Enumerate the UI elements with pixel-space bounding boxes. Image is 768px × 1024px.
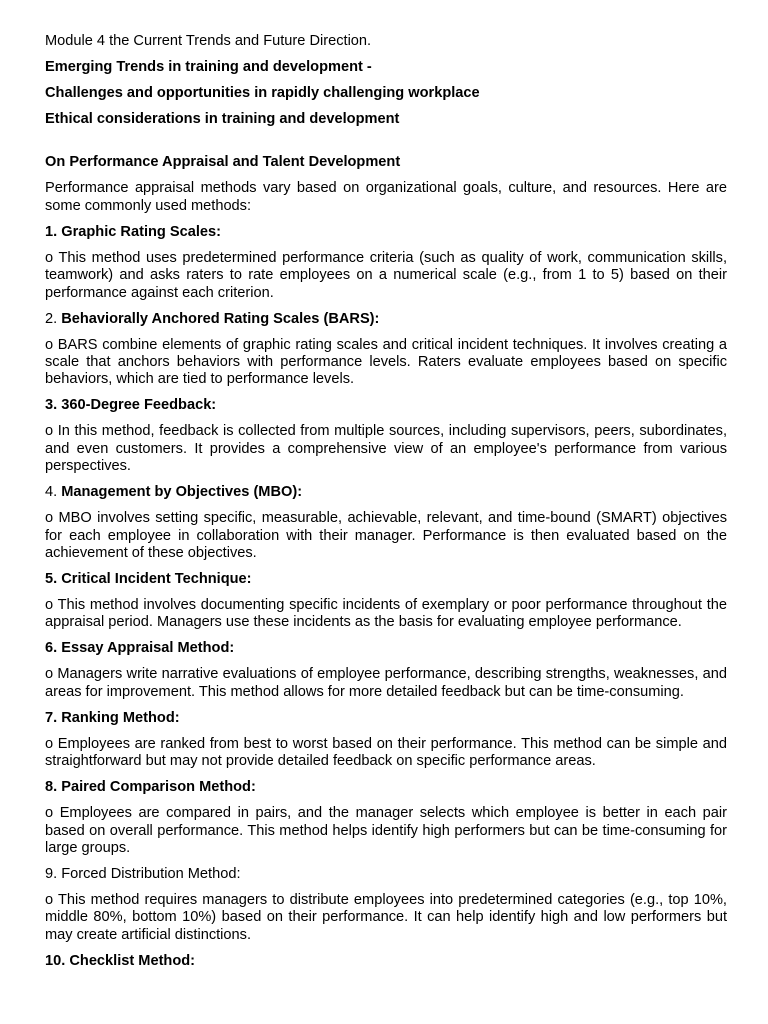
method-description-3: o In this method, feedback is collected from multiple sources, including supervisors, peers, subordinates, and even customers. It provides a comprehensive view of an employee's performance from various perspectives. [45,423,727,475]
topic-challenges-opportunities: Challenges and opportunities in rapidly challenging workplace [45,85,480,101]
method-name: Critical Incident Technique: [61,571,252,588]
method-name: Essay Appraisal Method: [61,640,235,657]
method-number: 8. [45,779,58,796]
method-number: 7. [45,709,58,726]
method-name: Management by Objectives (MBO): [61,484,303,501]
method-description-8: o Employees are compared in pairs, and the manager selects which employee is better in each pair based on overall performance. This method helps identify high performers but can be time-consuming for large groups. [45,805,727,857]
method-description-7: o Employees are ranked from best to worst based on their performance. This method can be simple and straightforward but may not provide detailed feedback on specific performance areas. [45,735,727,770]
method-name: Behaviorally Anchored Rating Scales (BARS): [61,310,380,327]
topic-ethical-considerations: Ethical considerations in training and development [45,111,400,127]
method-heading-7 [45,710,727,727]
section-intro: Performance appraisal methods vary based on organizational goals, culture, and resources. Here are some commonly used methods: [45,180,727,214]
method-heading-3 [45,397,727,414]
module-title: Module 4 the Current Trends and Future Direction. [45,33,372,49]
method-number: 5. [45,571,58,588]
method-name: 360-Degree Feedback: [61,397,217,414]
method-number: 1. [45,223,58,240]
method-name: Paired Comparison Method: [61,779,256,796]
method-name: Checklist Method: [69,952,196,969]
method-name: Graphic Rating Scales: [61,223,222,240]
method-description-5: o This method involves documenting specific incidents of exemplary or poor performance throughout the appraisal period. Managers use these incidents as the basis for evaluating employee performance. [45,597,727,631]
topic-emerging-trends: Emerging Trends in training and development - [45,59,372,75]
method-heading-10 [45,953,727,970]
blank-line [45,137,727,154]
method-number: 3. [45,397,58,414]
method-name: Ranking Method: [61,709,180,726]
document-page [45,33,727,979]
method-heading-8 [45,779,727,796]
method-heading-1 [45,224,727,241]
method-description-6: o Managers write narrative evaluations of employee performance, describing strengths, weaknesses, and areas for improvement. This method allows for more detailed feedback but can be time-consuming. [45,666,727,700]
method-heading-6 [45,640,727,657]
method-number: 9. [45,866,58,883]
method-name: Forced Distribution Method: [61,866,241,883]
method-description-1: o This method uses predetermined performance criteria (such as quality of work, communication skills, teamwork) and asks raters to rate employees on a numerical scale (e.g., from 1 to 5) based on their performance against each criterion. [45,249,727,301]
method-heading-2 [45,311,727,328]
method-description-9: o This method requires managers to distribute employees into predetermined categories (e.g., top 10%, middle 80%, bottom 10%) based on their performance. It can help identify high and low performers but may create artificial distinctions. [45,892,727,943]
method-number: 10. [45,952,66,969]
method-heading-4 [45,484,727,501]
section-heading: On Performance Appraisal and Talent Development [45,154,401,171]
method-heading-9 [45,866,727,883]
method-number: 2. [45,310,58,327]
method-description-2: o BARS combine elements of graphic rating scales and critical incident techniques. It involves creating a scale that anchors behaviors with performance levels. Raters evaluate employees based on specific behaviors, which are tied to performance levels. [45,336,727,388]
method-number: 6. [45,640,58,657]
method-number: 4. [45,484,58,501]
method-heading-5 [45,571,727,588]
method-description-4: o MBO involves setting specific, measurable, achievable, relevant, and time-bound (SMART) objectives for each employee in collaboration with their manager. Performance is then evaluated based on the achievement of these objectives. [45,510,727,562]
